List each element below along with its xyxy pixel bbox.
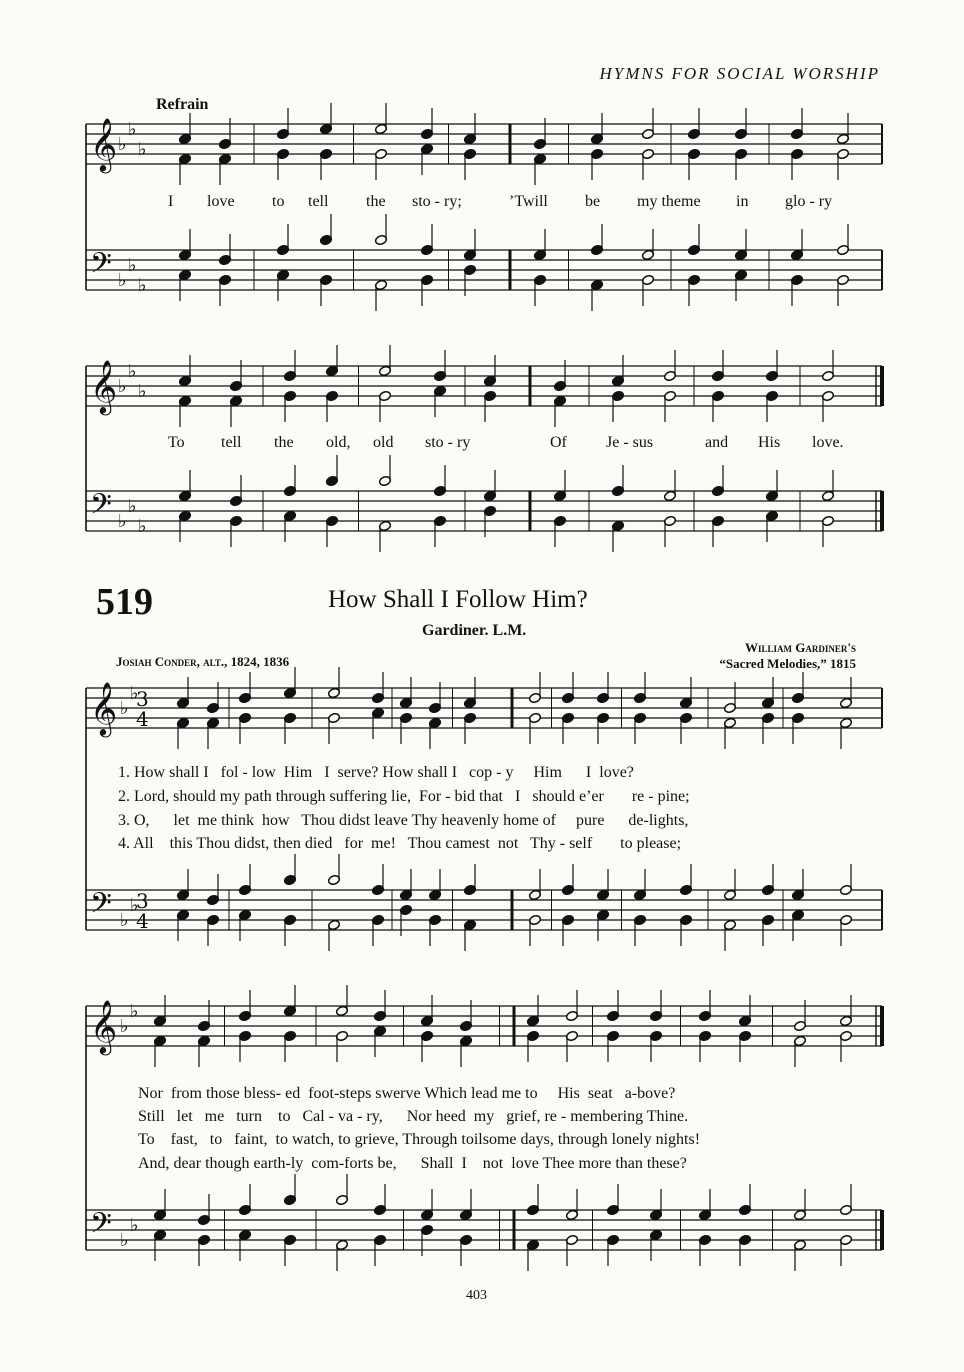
time-signature-4: 4: [136, 909, 149, 933]
flat-icon: ♭: [138, 381, 147, 402]
flat-icon: ♭: [128, 255, 137, 276]
verse-4-line-2: And, dear though earth-ly com-forts be, Shall I not love Thee more than these?: [138, 1155, 687, 1172]
hymn-title: How Shall I Follow Him?: [328, 586, 588, 613]
flat-icon: ♭: [138, 516, 147, 537]
refrain-line-2-word: and: [705, 434, 729, 451]
refrain-line-2-word: sto - ry: [425, 434, 471, 451]
bass-clef-icon: 𝄢: [90, 1207, 112, 1247]
flat-icon: ♭: [120, 698, 129, 719]
flat-icon: ♭: [138, 139, 147, 160]
tune-name: Gardiner. L.M.: [422, 622, 527, 639]
refrain-line-2-word: tell: [221, 434, 242, 451]
page-number: 403: [466, 1288, 487, 1303]
bass-clef-icon: 𝄢: [90, 488, 112, 528]
composer-name: William Gardiner's: [745, 640, 856, 655]
flat-icon: ♭: [130, 895, 139, 916]
refrain-line-1-word: tell: [308, 193, 329, 210]
flat-icon: ♭: [130, 683, 139, 704]
verse-3-line-2: To fast, to faint, to watch, to grieve, Through toilsome days, through lonely nights!: [138, 1131, 701, 1148]
treble-clef-icon: 𝄞: [90, 999, 118, 1053]
refrain-line-2-word: love.: [812, 434, 844, 451]
refrain-label: Refrain: [156, 96, 209, 113]
refrain-line-1-word: in: [736, 193, 749, 210]
flat-icon: ♭: [118, 134, 127, 155]
flat-icon: ♭: [120, 1016, 129, 1037]
flat-icon: ♭: [128, 496, 137, 517]
refrain-line-2-word: old: [373, 434, 394, 451]
verse-2-line-2: Still let me turn to Cal - va - ry, Nor heed my grief, re - membering Thine.: [138, 1108, 689, 1125]
refrain-line-1-word: the: [366, 193, 386, 210]
author-credit: Josiah Conder, alt., 1824, 1836: [116, 654, 290, 669]
flat-icon: ♭: [128, 119, 137, 140]
flat-icon: ♭: [120, 910, 129, 931]
flat-icon: ♭: [138, 275, 147, 296]
time-signature-4: 4: [136, 707, 149, 731]
refrain-line-2-word: Of: [550, 434, 567, 451]
refrain-line-1-word: my theme: [637, 193, 701, 210]
time-signature-3: 3: [136, 889, 149, 913]
refrain-line-1-word: glo - ry: [785, 193, 833, 210]
hymn-number: 519: [96, 581, 153, 623]
refrain-line-1-word: be: [585, 193, 601, 210]
treble-clef-icon: 𝄞: [90, 681, 118, 735]
flat-icon: ♭: [130, 1215, 139, 1236]
verse-2-line-1: 2. Lord, should my path through suffering lie, For - bid that I should e’er re - pine;: [118, 788, 690, 805]
composer-credit: [719, 640, 856, 672]
flat-icon: ♭: [130, 1001, 139, 1022]
treble-clef-icon: 𝄞: [90, 117, 118, 171]
bass-clef-icon: 𝄢: [90, 887, 112, 927]
refrain-line-2-word: old,: [326, 434, 351, 451]
refrain-line-1-word: to: [272, 193, 285, 210]
flat-icon: ♭: [118, 511, 127, 532]
refrain-line-1-word: ’Twill: [509, 193, 548, 210]
refrain-line-2-word: To: [168, 434, 185, 451]
flat-icon: ♭: [118, 376, 127, 397]
time-signature-3: 3: [136, 687, 149, 711]
verse-1-line-2: Nor from those bless- ed foot-steps swerve Which lead me to His seat a-bove?: [138, 1085, 676, 1102]
refrain-line-1-word: love: [207, 193, 235, 210]
verse-4-line-1: 4. All this Thou didst, then died for me! Thou camest not Thy - self to please;: [118, 835, 682, 852]
bass-clef-icon: 𝄢: [90, 247, 112, 287]
refrain-line-1-word: I: [168, 193, 174, 210]
refrain-line-2-word: the: [274, 434, 294, 451]
flat-icon: ♭: [118, 270, 127, 291]
composer-source: “Sacred Melodies,” 1815: [719, 656, 856, 671]
flat-icon: ♭: [120, 1230, 129, 1251]
treble-clef-icon: 𝄞: [90, 359, 118, 413]
running-header: HYMNS FOR SOCIAL WORSHIP: [599, 64, 880, 83]
refrain-line-1-word: sto - ry;: [412, 193, 462, 210]
flat-icon: ♭: [128, 361, 137, 382]
verse-3-line-1: 3. O, let me think how Thou didst leave Thy heavenly home of pure de-lights,: [118, 812, 689, 829]
verse-1-line-1: 1. How shall I fol - low Him I serve? How shall I cop - y Him I love?: [118, 764, 634, 781]
refrain-line-2-word: His: [758, 434, 781, 451]
refrain-line-2-word: Je - sus: [606, 434, 654, 451]
